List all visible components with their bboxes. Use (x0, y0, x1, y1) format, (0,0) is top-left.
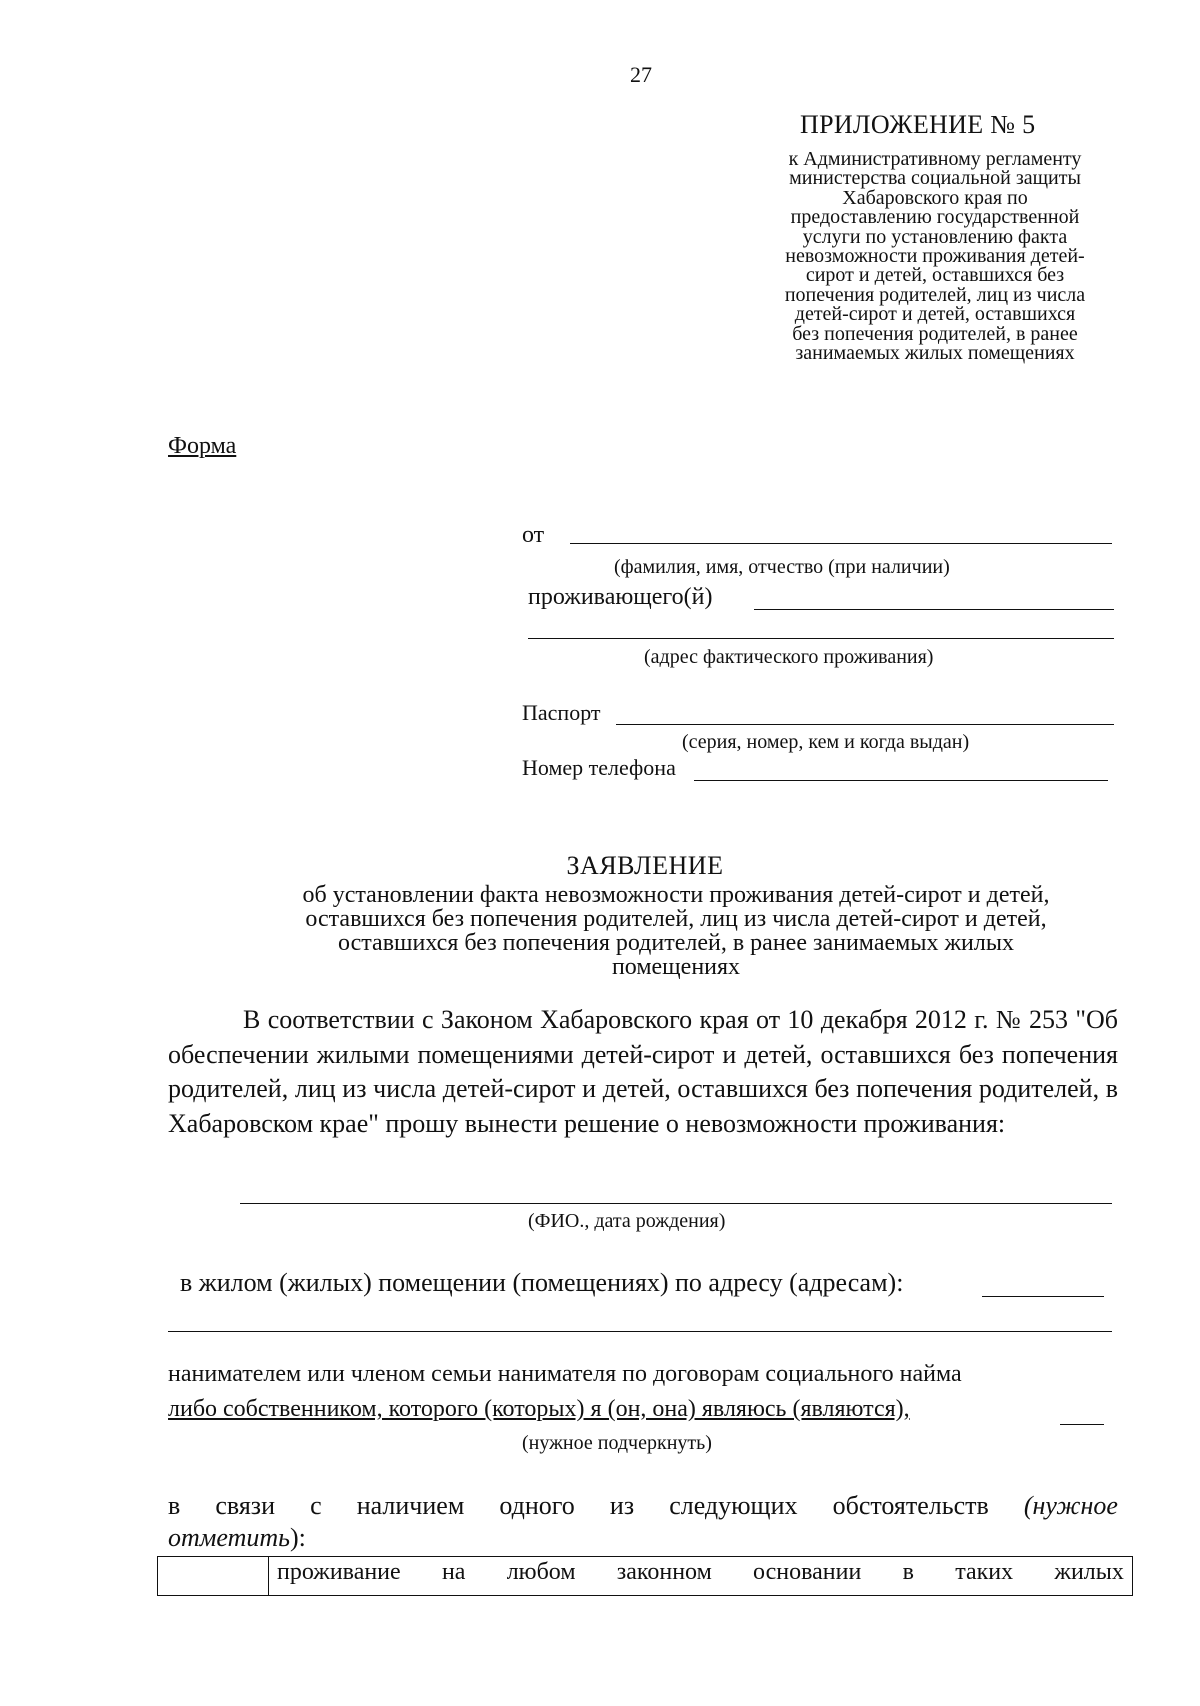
phone-label: Номер телефона (522, 755, 676, 780)
appendix-line: к Административному регламенту (788, 148, 1082, 170)
checkbox-cell[interactable] (158, 1557, 269, 1595)
word: любом (506, 1559, 576, 1585)
word: из (609, 1491, 635, 1520)
fio-field[interactable] (240, 1203, 1112, 1204)
tenant-field[interactable] (1060, 1424, 1104, 1425)
address-caption: (адрес фактического проживания) (644, 646, 934, 668)
appendix-line: попечения родителей, лиц из числа (784, 283, 1086, 306)
passport-label: Паспорт (522, 700, 601, 725)
appendix-subtitle (745, 150, 1125, 363)
word-italic: (нужное (1023, 1491, 1118, 1520)
word: таких (955, 1559, 1014, 1585)
address-lines-field[interactable] (982, 1296, 1104, 1297)
word: жилых (1054, 1559, 1124, 1585)
word: проживание (277, 1559, 401, 1585)
appendix-line: министерства социальной защиты (789, 167, 1081, 190)
tenant-line-underlined: либо собственником, которого (которых) я (он, она) являюсь (являются), (168, 1396, 910, 1422)
underline-caption: (нужное подчеркнуть) (522, 1432, 712, 1454)
request-paragraph (168, 1003, 1118, 1141)
word: наличием (356, 1491, 465, 1520)
appendix-line: невозможности проживания детей- (785, 245, 1085, 268)
residing-label: проживающего(й) (528, 584, 713, 610)
from-caption: (фамилия, имя, отчество (при наличии) (614, 556, 950, 578)
request-paragraph-text: В соответствии с Законом Хабаровского края от 10 декабря 2012 г. № 253 "Об обеспечении жилыми помещениями детей-сирот и детей, оставшихся без попечения родителей, лиц из числа детей-сирот и детей, оставшихся без попечения родителей, в Хабаровском крае" прошу вынести решение о невозможности проживания: (168, 1005, 1118, 1138)
appendix-line: детей-сирот и детей, оставшихся (794, 303, 1076, 326)
phone-field[interactable] (694, 780, 1108, 781)
word-italic: отметить (168, 1523, 290, 1552)
circumstances-text (168, 1490, 1118, 1554)
word: в (168, 1491, 181, 1520)
passport-field[interactable] (616, 724, 1114, 725)
address-field[interactable] (528, 638, 1114, 639)
word: следующих (669, 1491, 798, 1520)
page-number: 27 (630, 62, 652, 87)
appendix-title: ПРИЛОЖЕНИЕ № 5 (800, 110, 1036, 139)
appendix-line: сирот и детей, оставшихся без (805, 264, 1065, 287)
circumstance-text-cell (269, 1557, 1132, 1595)
from-label: от (522, 522, 545, 548)
appendix-line: услуги по установлению факта (802, 225, 1068, 248)
circumstances-table (157, 1556, 1133, 1596)
passport-caption: (серия, номер, кем и когда выдан) (682, 731, 970, 753)
statement-subtitle (220, 883, 1132, 979)
statement-subtitle-line: оставшихся без попечения родителей, лиц из числа детей-сирот и детей, (305, 906, 1047, 932)
appendix-line: без попечения родителей, в ранее (792, 322, 1078, 345)
statement-title: ЗАЯВЛЕНИЕ (566, 851, 724, 880)
statement-subtitle-line: помещениях (611, 954, 741, 980)
word: в (902, 1559, 914, 1585)
appendix-line: занимаемых жилых помещениях (795, 342, 1075, 365)
appendix-line: Хабаровского края по (842, 186, 1028, 209)
statement-subtitle-line: оставшихся без попечения родителей, в ранее занимаемых жилых (338, 930, 1014, 956)
fio-caption: (ФИО., дата рождения) (528, 1210, 726, 1232)
form-label: Форма (168, 433, 237, 459)
word: одного (499, 1491, 575, 1520)
from-name-field[interactable] (570, 543, 1112, 544)
word: на (441, 1559, 466, 1585)
word: обстоятельств (832, 1491, 989, 1520)
statement-subtitle-line: об установлении факта невозможности проживания детей-сирот и детей, (302, 882, 1050, 908)
appendix-line: предоставлению государственной (790, 206, 1080, 229)
word: ): (289, 1523, 306, 1552)
word: связи (215, 1491, 275, 1520)
residing-field[interactable] (754, 609, 1114, 610)
word: законном (616, 1559, 712, 1585)
tenant-text (168, 1357, 962, 1427)
word: основании (753, 1559, 862, 1585)
word: с (310, 1491, 322, 1520)
address-line-label: в жилом (жилых) помещении (помещениях) по адресу (адресам): (180, 1268, 904, 1297)
address-lines-field-2[interactable] (168, 1331, 1112, 1332)
tenant-line: нанимателем или членом семьи нанимателя по договорам социального найма (168, 1361, 962, 1387)
